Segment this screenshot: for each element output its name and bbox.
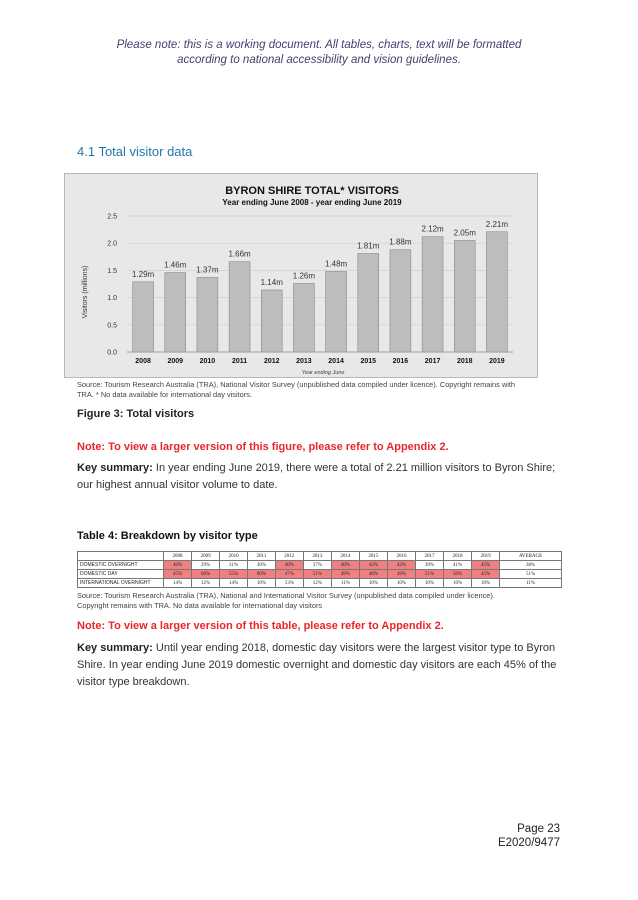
chart-bar (326, 271, 347, 352)
chart-bar (390, 250, 411, 352)
table-row-label: INTERNATIONAL OVERNIGHT (78, 579, 164, 588)
table-caption (77, 530, 258, 542)
chart-bar (197, 277, 218, 352)
chart-data-label: 1.46m (164, 260, 187, 270)
table-header-cell: 2008 (164, 552, 192, 561)
table-cell: 40% (331, 561, 359, 570)
chart-data-label: 2.12m (421, 224, 444, 234)
working-document-notice (60, 38, 578, 68)
figure-summary-label: Key summary: (77, 462, 153, 474)
chart-xlabel: Year ending June (301, 370, 345, 376)
visitors-chart-svg (65, 174, 539, 379)
table-cell: 14% (164, 579, 192, 588)
table-cell: 40% (164, 561, 192, 570)
chart-xtick-label: 2008 (135, 358, 151, 365)
table-cell: 55% (220, 570, 248, 579)
chart-data-label: 1.48m (324, 259, 348, 269)
chart-bar (293, 283, 314, 352)
chart-xtick-label: 2010 (199, 358, 216, 365)
chart-ytick-label: 1.0 (107, 295, 117, 303)
table-cell: 39% (415, 561, 443, 570)
chart-xtick-label: 2017 (424, 358, 441, 365)
chart-data-label: 1.37m (196, 265, 219, 275)
table-key-summary (77, 640, 567, 691)
visitor-type-table (77, 551, 562, 588)
chart-xtick-label: 2014 (328, 358, 344, 365)
table-cell: 14% (220, 579, 248, 588)
table-row-label: DOMESTIC DAY (78, 570, 164, 579)
page-footer (498, 822, 560, 850)
chart-xtick-label: 2018 (456, 358, 473, 365)
chart-ytick-label: 0.0 (107, 349, 117, 357)
figure-source-line-2: TRA. * No data available for international day visitors. (77, 390, 252, 399)
chart-xtick-label: 2015 (360, 358, 377, 365)
table-cell: 49% (331, 570, 359, 579)
table-cell: 51% (303, 570, 331, 579)
table-cell: 30% (248, 561, 276, 570)
chart-xtick-label: 2016 (392, 358, 409, 365)
table-cell: 13% (275, 579, 303, 588)
table-average-cell: 38% (500, 561, 562, 570)
table-cell: 49% (387, 570, 415, 579)
table-cell: 45% (164, 570, 192, 579)
chart-title: BYRON SHIRE TOTAL* VISITORS (225, 185, 399, 197)
chart-data-label: 1.29m (131, 269, 155, 279)
chart-data-label: 2.21m (485, 219, 509, 229)
chart-ytick-label: 2.5 (107, 213, 117, 221)
chart-bar (165, 273, 186, 352)
chart-ylabel: Visitors (millions) (82, 265, 89, 319)
table-average-cell: 11% (500, 579, 562, 588)
table-cell: 60% (192, 570, 220, 579)
document-reference: E2020/9477 (497, 837, 560, 849)
table-header-cell: 2011 (248, 552, 276, 561)
page-number: Page 23 (517, 823, 560, 835)
table-caption-text: Table 4: Breakdown by visitor type (77, 530, 258, 542)
table-cell: 10% (472, 579, 500, 588)
table-row (78, 561, 562, 570)
table-cell: 41% (444, 561, 472, 570)
table-cell: 11% (331, 579, 359, 588)
table-header-cell: 2009 (192, 552, 220, 561)
table-summary-label: Key summary: (77, 642, 153, 654)
table-header-cell: 2015 (359, 552, 387, 561)
table-row (78, 570, 562, 579)
chart-bar (133, 282, 154, 352)
figure-caption: Figure 3: Total visitors (77, 408, 195, 420)
chart-data-label: 1.26m (292, 271, 316, 281)
chart-data-label: 1.14m (260, 277, 283, 287)
chart-subtitle: Year ending June 2008 - year ending June 2019 (222, 198, 402, 207)
chart-xtick-label: 2011 (231, 358, 248, 365)
table-cell: 45% (472, 561, 500, 570)
table-row-label: DOMESTIC OVERNIGHT (78, 561, 164, 570)
table-header-cell: 2016 (387, 552, 415, 561)
table-cell: 60% (248, 570, 276, 579)
chart-data-label: 1.66m (228, 249, 251, 259)
table-header-cell: 2018 (444, 552, 472, 561)
figure-source-line-1: Source: Tourism Research Australia (TRA), National Visitor Survey (unpublished data compiled under licence). Copyright remains with (77, 380, 516, 389)
table-cell: 31% (220, 561, 248, 570)
chart-bar (486, 232, 507, 352)
table-header-cell: 2014 (331, 552, 359, 561)
table-cell: 10% (248, 579, 276, 588)
table-header-cell: AVERAGE (500, 552, 562, 561)
table-cell: 51% (415, 570, 443, 579)
table-cell: 10% (444, 579, 472, 588)
chart-bar (261, 290, 282, 352)
table-header-cell: 2017 (415, 552, 443, 561)
figure-key-summary (77, 460, 567, 494)
table-cell: 12% (192, 579, 220, 588)
table-source-line-1: Source: Tourism Research Australia (TRA), National and International Visitor Survey (unpublished data compiled under licence). (77, 591, 495, 600)
figure-summary-text: In year ending June 2019, there were a total of 2.21 million visitors to Byron Shire; our highest annual visitor volume to date. (77, 462, 556, 491)
table-cell: 29% (192, 561, 220, 570)
table-header-cell: 2012 (275, 552, 303, 561)
table-average-cell: 51% (500, 570, 562, 579)
chart-bar (454, 240, 475, 352)
table-summary-text: Until year ending 2018, domestic day visitors were the largest visitor type to Byron Shire. In year ending June 2019 domestic overnight and domestic day visitors are each 45% of the visitor type breakdown. (77, 642, 557, 688)
table-header-cell: 2019 (472, 552, 500, 561)
chart-bar (422, 237, 443, 352)
chart-ytick-label: 2.0 (107, 240, 117, 248)
chart-ytick-label: 0.5 (107, 322, 117, 330)
table-cell: 12% (303, 579, 331, 588)
chart-bar (229, 262, 250, 352)
visitors-chart (64, 173, 538, 378)
table-cell: 10% (387, 579, 415, 588)
table-cell: 40% (275, 561, 303, 570)
chart-ytick-label: 1.5 (107, 267, 117, 275)
chart-xtick-label: 2012 (263, 358, 280, 365)
table-header-row (78, 552, 562, 561)
table-header-cell: 2013 (303, 552, 331, 561)
table-appendix-note: Note: To view a larger version of this table, please refer to Appendix 2. (77, 620, 444, 632)
notice-line-1: Please note: this is a working document. All tables, charts, text will be formatted (116, 39, 522, 51)
chart-data-label: 1.81m (357, 241, 380, 251)
table-cell: 10% (359, 579, 387, 588)
section-title: 4.1 Total visitor data (77, 144, 193, 159)
figure-appendix-note: Note: To view a larger version of this figure, please refer to Appendix 2. (77, 441, 449, 453)
table-cell: 45% (472, 570, 500, 579)
table-cell: 42% (387, 561, 415, 570)
chart-xtick-label: 2009 (167, 358, 184, 365)
chart-xtick-label: 2013 (296, 358, 312, 365)
chart-data-label: 1.88m (389, 237, 412, 247)
table-cell: 50% (444, 570, 472, 579)
table-header-blank (78, 552, 164, 561)
table-cell: 42% (359, 561, 387, 570)
table-cell: 10% (415, 579, 443, 588)
chart-xtick-label: 2019 (489, 358, 505, 365)
table-cell: 48% (359, 570, 387, 579)
table-cell: 47% (275, 570, 303, 579)
chart-bar (358, 254, 379, 352)
table-row (78, 579, 562, 588)
notice-line-2: according to national accessibility and vision guidelines. (177, 54, 461, 66)
table-cell: 37% (303, 561, 331, 570)
table-source-line-2: Copyright remains with TRA. No data available for international day visitors (77, 601, 323, 610)
table-header-cell: 2010 (220, 552, 248, 561)
chart-data-label: 2.05m (453, 228, 476, 238)
